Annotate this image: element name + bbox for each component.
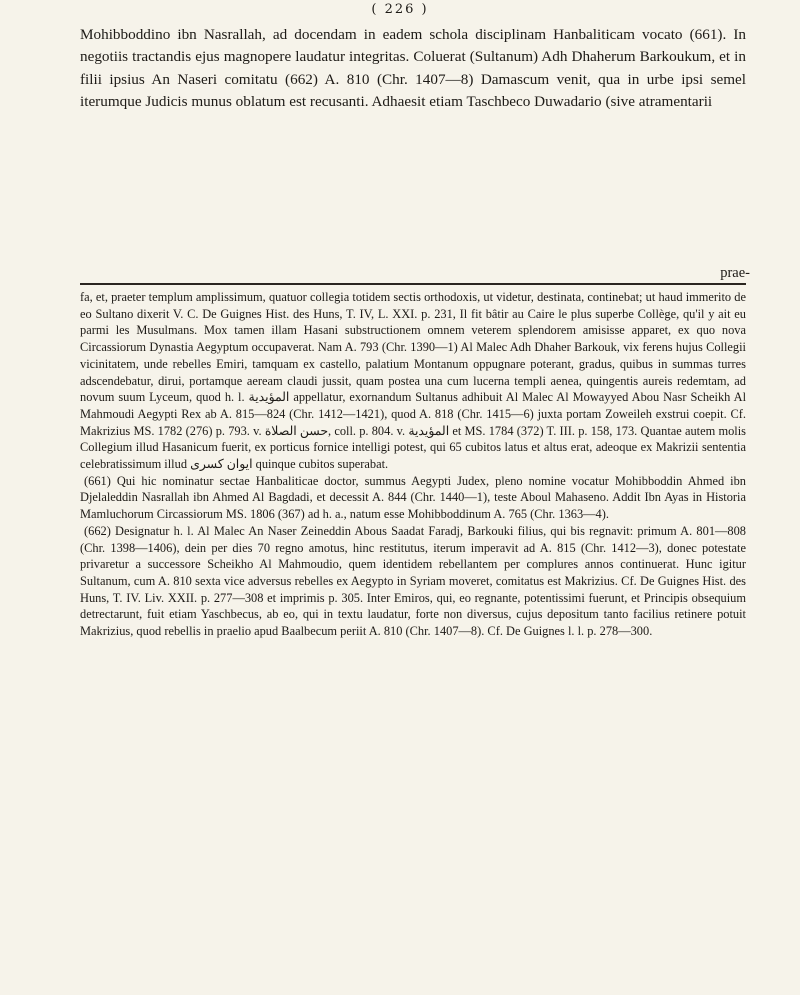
main-paragraph: Mohibboddino ibn Nasrallah, ad docendam in eadem schola disciplinam Hanbaliticam vocato (661). In negotiis tractandis ejus magnopere laudatur integritas. Coluerat (Sultanum) Adh Dhaherum Barkoukum, et in filii ipsius An Naseri comitatu (662) A. 810 (Chr. 1407—8) Damascum venit, qua in urbe ipsi semel iterumque Judicis munus oblatum est recusanti. Adhaesit etiam Taschbeco Duwadario (sive atramentarii xyxy=(80,26,746,111)
main-text xyxy=(80,24,746,114)
footnote-rule xyxy=(80,283,746,285)
footnote-662: (662) Designatur h. l. Al Malec An Naser Zeineddin Abous Saadat Faradj, Barkouki filius, qui bis regnavit: primum A. 801—808 (Chr. 1398—1406), dein per dies 70 regno amotus, hinc restitutus, iterum imperavit ad A. 815 (Chr. 1412—3), donec potestate privaretur a successore Scheikho Al Mahmoudio, quem identidem rebellantem per complures annos continuerat. Hunc igitur Sultanum, cum A. 810 sexta vice adversus rebelles ex Aegypto in Syriam moveret, comitatus est Makrizius. Cf. De Guignes Hist. des Huns, T. IV. Liv. XXII. p. 277—308 et imprimis p. 305. Inter Emiros, qui, eo regnante, potentissimi fuerunt, et Principis obsequium detrectarunt, fuit etiam Yaschbecus, ab eo, qui in textu laudatur, forte non diversus, cujus depositum tanto facilius retinere potuit Makrizius, quod rebellis in praelio apud Baalbecum periit A. 810 (Chr. 1407—8). Cf. De Guignes l. l. p. 278—300. xyxy=(80,523,746,639)
footnote-661: (661) Qui hic nominatur sectae Hanbaliticae doctor, summus Aegypti Judex, pleno nomine vocatur Mohibboddin Ahmed ibn Djelaleddin Nasrallah ibn Ahmed Al Bagdadi, et decessit A. 844 (Chr. 1440—1), teste Aboul Mahaseno. Addit Ibn Ayas in Historia Mamluchorum Circassiorum MS. 1806 (367) ad h. a., natum esse Mohibboddinum A. 765 (Chr. 1363—4). xyxy=(80,473,746,522)
footnotes xyxy=(80,289,746,640)
catchword: prae- xyxy=(720,265,750,281)
footnote-continuation: fa, et, praeter templum amplissimum, quatuor collegia totidem sectis orthodoxis, ut videtur, destinata, continebat; ut haud immerito de eo Sultano dixerit V. C. De Guignes Hist. des Huns, T. IV, L. XXI. p. 231, Il fit bâtir au Caire le plus superbe Collège, qu'il y ait eu parmi les Musulmans. Mox tamen illam Hasani substructionem omnem veterem splendorem amisisse apparet, ex quo nova Circassiorum Dynastia Aegyptum occupaverat. Nam A. 793 (Chr. 1390—1) Al Malec Adh Dhaher Barkouk, vix ferens hujus Collegii vicinitatem, unde rebelles Emiri, tamquam ex castello, palatium Montanum oppugnare poterant, gradus, quibus in summas turres adscendebatur, dirui, portamque aeream claudi jussit, quam postea una cum lucerna templi aenea, quingentis aureis redemtam, ad novum suum Lyceum, quod h. l. المؤيدية appellatur, exornandum Sultanus adhibuit Al Malec Al Mowayyed Abou Nasr Scheikh Al Mahmoudi Aegypti Rex ab A. 815—824 (Chr. 1412—1421), quod A. 818 (Chr. 1415—6) juxta portam Zoweileh exstrui coepit. Cf. Makrizius MS. 1782 (276) p. 793. v. حسن الصلاة, coll. p. 804. v. المؤيدية et MS. 1784 (372) T. III. p. 158, 173. Quantae autem molis Collegium illud Hasanicum fuerit, ex porticus fornice intelligi potest, qui 65 cubitos latus et altus erat, adeoque ex Makrizii sententia celebratissimum illud ايوان كسرى quinque cubitos superabat. xyxy=(80,290,747,472)
page-number: ( 226 ) xyxy=(371,2,429,17)
